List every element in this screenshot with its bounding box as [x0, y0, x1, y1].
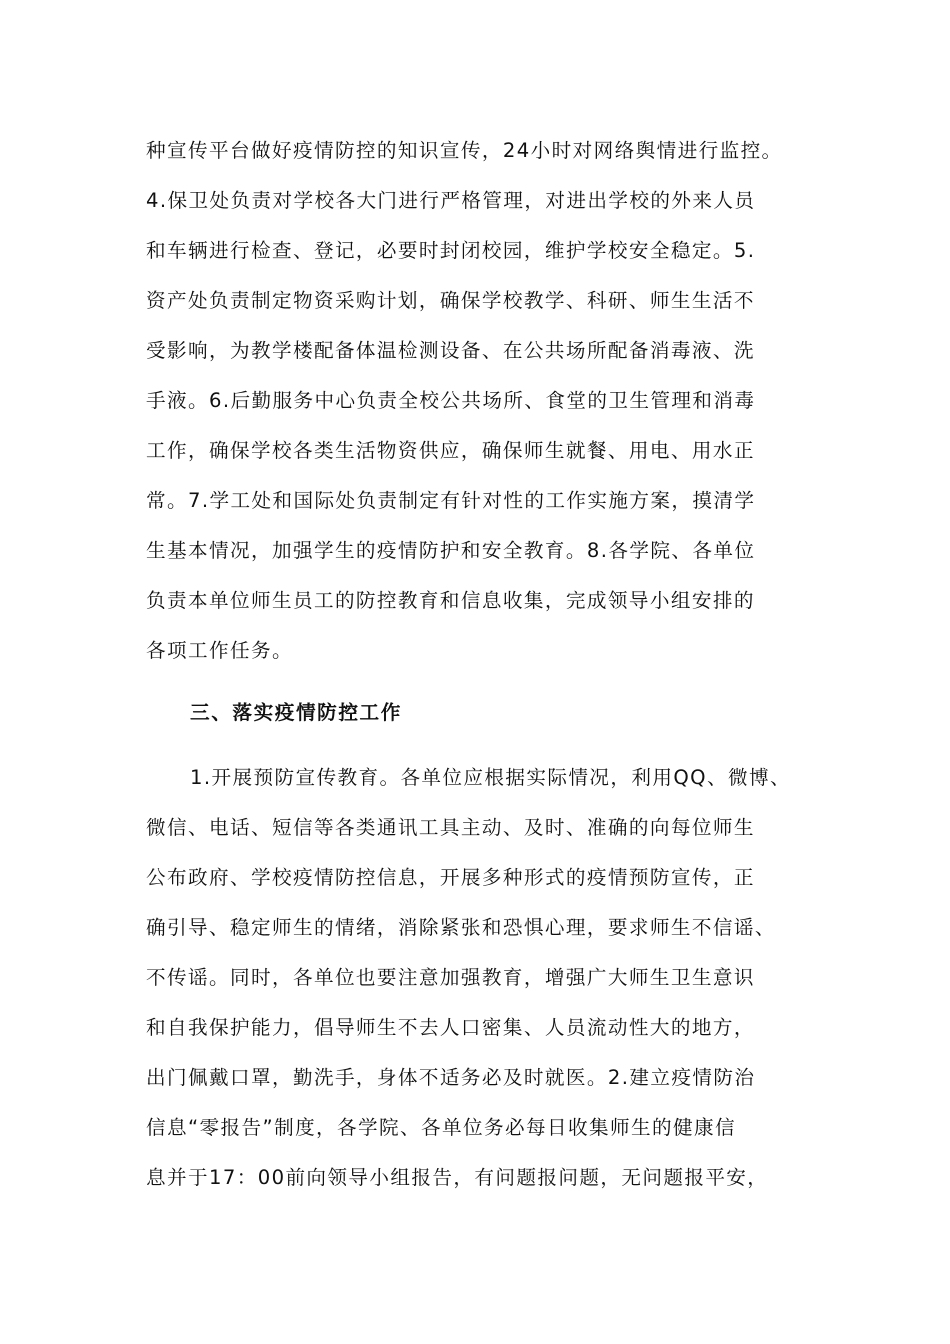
- paragraph-line: 工作，确保学校各类生活物资供应，确保师生就餐、用电、用水正: [146, 439, 755, 462]
- paragraph-line: 出门佩戴口罩，勤洗手，身体不适务必及时就医。2.建立疫情防治: [146, 1066, 756, 1089]
- paragraph-line: 公布政府、学校疫情防控信息，开展多种形式的疫情预防宣传，正: [146, 866, 755, 889]
- paragraph-line: 和自我保护能力，倡导师生不去人口密集、人员流动性大的地方，: [146, 1016, 755, 1039]
- paragraph-line: 负责本单位师生员工的防控教育和信息收集，完成领导小组安排的: [146, 589, 755, 612]
- paragraph-line: 不传谣。同时，各单位也要注意加强教育，增强广大师生卫生意识: [146, 966, 755, 989]
- paragraph-line: 和车辆进行检查、登记，必要时封闭校园，维护学校安全稳定。5.: [146, 239, 756, 262]
- paragraph-line: 手液。6.后勤服务中心负责全校公共场所、食堂的卫生管理和消毒: [146, 389, 756, 412]
- paragraph-line: 常。7.学工处和国际处负责制定有针对性的工作实施方案，摸清学: [146, 489, 756, 512]
- paragraph-line: 生基本情况，加强学生的疫情防护和安全教育。8.各学院、各单位: [146, 539, 756, 562]
- paragraph-line: 各项工作任务。: [146, 639, 293, 662]
- paragraph-line: 确引导、稳定师生的情绪，消除紧张和恐惧心理，要求师生不信谣、: [146, 916, 776, 939]
- paragraph-line: 1.开展预防宣传教育。各单位应根据实际情况，利用QQ、微博、: [190, 766, 791, 789]
- paragraph-line: 微信、电话、短信等各类通讯工具主动、及时、准确的向每位师生: [146, 816, 755, 839]
- paragraph-line: 资产处负责制定物资采购计划，确保学校教学、科研、师生生活不: [146, 289, 755, 312]
- paragraph-line: 信息“零报告”制度，各学院、各单位务必每日收集师生的健康信: [146, 1116, 736, 1139]
- paragraph-line: 受影响，为教学楼配备体温检测设备、在公共场所配备消毒液、洗: [146, 339, 755, 362]
- section-heading: 三、落实疫情防控工作: [190, 701, 402, 724]
- paragraph-line: 4.保卫处负责对学校各大门进行严格管理，对进出学校的外来人员: [146, 189, 756, 212]
- paragraph-line: 息并于17：00前向领导小组报告，有问题报问题，无问题报平安，: [146, 1166, 769, 1189]
- paragraph-line: 种宣传平台做好疫情防控的知识宣传，24小时对网络舆情进行监控。: [146, 139, 783, 162]
